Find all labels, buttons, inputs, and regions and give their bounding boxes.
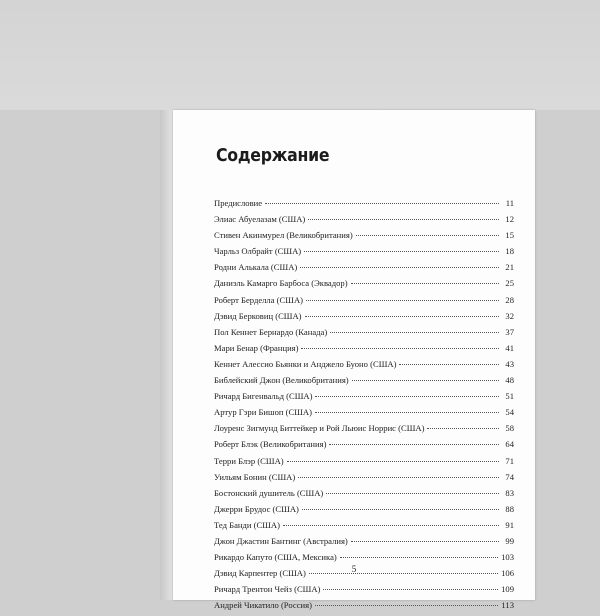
toc-entry-title: Бостонский душитель (США) xyxy=(214,487,324,498)
dot-leader xyxy=(356,235,499,236)
toc-entry xyxy=(214,198,514,214)
table-of-contents xyxy=(214,198,514,616)
toc-entry-title: Библейский Джон (Великобритания) xyxy=(214,375,349,386)
dot-leader xyxy=(352,380,499,381)
toc-entry-page: 71 xyxy=(505,455,514,466)
toc-entry-title: Джон Джастин Бантинг (Австралия) xyxy=(214,535,348,546)
toc-entry xyxy=(214,343,514,359)
dot-leader xyxy=(304,251,499,252)
toc-entry-title: Дэвид Карпентер (США) xyxy=(214,568,306,579)
toc-entry xyxy=(214,488,514,504)
toc-entry xyxy=(214,536,514,552)
toc-entry-page: 51 xyxy=(505,391,514,402)
toc-entry-page: 64 xyxy=(505,439,514,450)
toc-entry-title: Родни Алькала (США) xyxy=(214,262,298,273)
dot-leader xyxy=(298,477,499,478)
toc-entry-page: 113 xyxy=(501,600,514,611)
toc-entry xyxy=(214,311,514,327)
toc-entry xyxy=(214,391,514,407)
dot-leader xyxy=(287,461,499,462)
toc-entry-page: 103 xyxy=(501,552,514,563)
toc-entry xyxy=(214,359,514,375)
scan-background xyxy=(0,0,600,110)
toc-entry xyxy=(214,407,514,423)
dot-leader xyxy=(427,428,499,429)
dot-leader xyxy=(315,412,499,413)
dot-leader xyxy=(315,396,499,397)
dot-leader xyxy=(265,203,499,204)
page-edge-shadow xyxy=(160,110,174,600)
toc-entry-page: 12 xyxy=(505,214,514,225)
toc-entry-title: Роберт Блэк (Великобритания) xyxy=(214,439,327,450)
toc-entry-title: Предисловие xyxy=(214,198,263,208)
toc-entry-title: Мари Бенар (Франция) xyxy=(214,342,299,353)
toc-entry-page: 54 xyxy=(505,407,514,418)
toc-entry-page: 18 xyxy=(505,246,514,257)
toc-entry-title: Роберт Берделла (США) xyxy=(214,294,304,305)
dot-leader xyxy=(301,348,499,349)
page-title: Содержание xyxy=(216,146,330,166)
toc-entry-page: 48 xyxy=(505,375,514,386)
dot-leader xyxy=(323,589,498,590)
toc-entry xyxy=(214,214,514,230)
toc-entry xyxy=(214,246,514,262)
toc-entry-page: 99 xyxy=(505,535,514,546)
toc-entry xyxy=(214,600,514,616)
toc-entry-page: 41 xyxy=(505,342,514,353)
toc-entry-title: Дэвид Берковиц (США) xyxy=(214,310,302,321)
toc-entry-page: 106 xyxy=(501,568,514,579)
toc-entry xyxy=(214,278,514,294)
toc-entry-title: Элиас Абуелазам (США) xyxy=(214,214,306,225)
toc-entry-title: Даниэль Камарго Барбоса (Эквадор) xyxy=(214,278,348,289)
dot-leader xyxy=(330,332,499,333)
toc-entry-title: Чарльз Олбрайт (США) xyxy=(214,246,302,257)
toc-entry-title: Артур Гэри Бишоп (США) xyxy=(214,407,313,418)
toc-entry-title: Стивен Акинмурел (Великобритания) xyxy=(214,230,353,241)
toc-entry-title: Кеннет Алессио Бьянки и Анджело Буоно (США) xyxy=(214,358,397,369)
toc-entry xyxy=(214,472,514,488)
toc-entry-title: Уильям Бонин (США) xyxy=(214,471,296,482)
toc-entry xyxy=(214,423,514,439)
toc-entry xyxy=(214,262,514,278)
toc-entry xyxy=(214,504,514,520)
toc-entry xyxy=(214,439,514,455)
toc-entry-title: Джерри Брудос (США) xyxy=(214,503,299,514)
toc-entry-title: Андрей Чикатило (Россия) xyxy=(214,600,312,611)
toc-entry-page: 91 xyxy=(505,519,514,530)
dot-leader xyxy=(306,300,499,301)
toc-entry-title: Рикардо Капуто (США, Мексика) xyxy=(214,552,337,563)
toc-entry xyxy=(214,230,514,246)
toc-entry-page: 37 xyxy=(505,326,514,337)
dot-leader xyxy=(302,509,499,510)
toc-entry xyxy=(214,584,514,600)
dot-leader xyxy=(326,493,499,494)
dot-leader xyxy=(329,444,499,445)
toc-entry-page: 15 xyxy=(505,230,514,241)
toc-entry-page: 109 xyxy=(501,584,514,595)
book-page xyxy=(173,110,535,611)
toc-entry-title: Терри Блэр (США) xyxy=(214,455,284,466)
toc-entry xyxy=(214,295,514,311)
dot-leader xyxy=(315,605,498,606)
dot-leader xyxy=(351,283,499,284)
toc-entry-title: Пол Кеннет Бернардо (Канада) xyxy=(214,326,328,337)
toc-entry-page: 74 xyxy=(505,471,514,482)
dot-leader xyxy=(283,525,499,526)
toc-entry-page: 32 xyxy=(505,310,514,321)
toc-entry-page: 28 xyxy=(505,294,514,305)
dot-leader xyxy=(340,557,498,558)
page-number: 5 xyxy=(351,564,357,574)
toc-entry-page: 11 xyxy=(505,198,514,208)
toc-entry-page: 25 xyxy=(505,278,514,289)
toc-entry-page: 88 xyxy=(505,503,514,514)
toc-entry xyxy=(214,456,514,472)
toc-entry-page: 21 xyxy=(505,262,514,273)
toc-entry xyxy=(214,520,514,536)
dot-leader xyxy=(351,541,499,542)
dot-leader xyxy=(305,316,499,317)
dot-leader xyxy=(399,364,499,365)
dot-leader xyxy=(300,267,499,268)
toc-entry-page: 43 xyxy=(505,358,514,369)
toc-entry-title: Ричард Трентон Чейз (США) xyxy=(214,584,321,595)
toc-entry-title: Ричард Бигенвальд (США) xyxy=(214,391,313,402)
toc-entry xyxy=(214,375,514,391)
toc-entry-title: Лоуренс Зигмунд Биттейкер и Рой Льюис Норрис (США) xyxy=(214,423,425,434)
toc-entry-page: 83 xyxy=(505,487,514,498)
toc-entry xyxy=(214,327,514,343)
toc-entry-title: Тед Банди (США) xyxy=(214,519,280,530)
toc-entry-page: 58 xyxy=(505,423,514,434)
dot-leader xyxy=(308,219,499,220)
